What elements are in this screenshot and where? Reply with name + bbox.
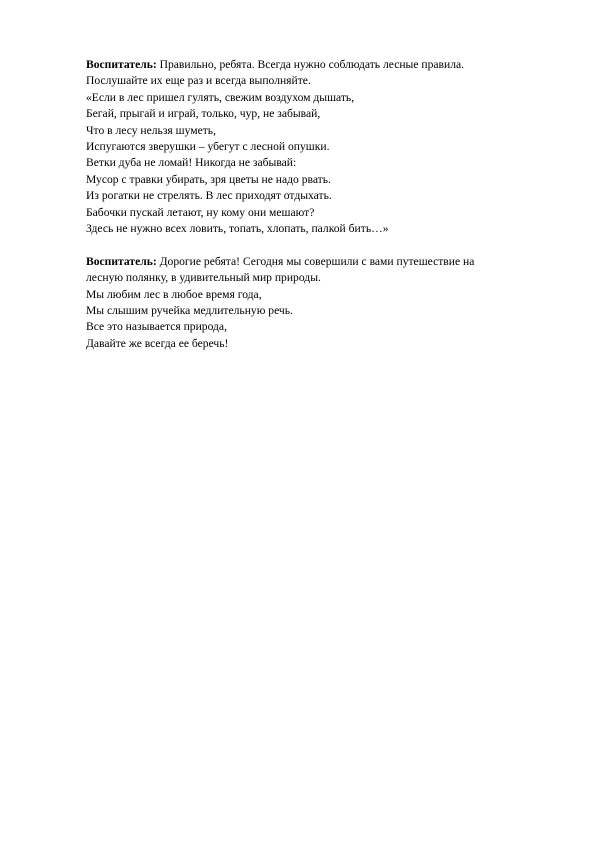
poem-line: Ветки дуба не ломай! Никогда не забывай:	[86, 156, 297, 170]
poem-line: Все это называется природа,	[86, 320, 227, 334]
poem-line: Здесь не нужно всех ловить, топать, хлопать, палкой бить…»	[86, 222, 389, 236]
poem-line: Что в лесу нельзя шуметь,	[86, 123, 216, 137]
poem-line: Мы любим лес в любое время года,	[86, 287, 262, 301]
poem-line: Из рогатки не стрелять. В лес приходят отдыхать.	[86, 189, 332, 203]
poem-line: Бегай, прыгай и играй, только, чур, не забывай,	[86, 107, 321, 121]
text-line: Послушайте их еще раз и всегда выполняйте.	[86, 74, 311, 88]
speech-text: Дорогие ребята! Сегодня мы совершили с вами путешествие на	[156, 254, 475, 268]
poem-line: «Если в лес пришел гулять, свежим воздухом дышать,	[86, 90, 355, 104]
poem-line: Мусор с травки убирать, зря цветы не надо рвать.	[86, 172, 331, 186]
paragraph-first-line	[86, 254, 566, 270]
poem-line: Бабочки пускай летают, ну кому они мешают?	[86, 205, 315, 219]
document-body	[86, 57, 566, 352]
speech-text: Правильно, ребята. Всегда нужно соблюдать лесные правила.	[156, 58, 465, 71]
paragraph-rules	[86, 57, 566, 237]
paragraph-first-line	[86, 57, 566, 73]
speaker-label: Воспитатель:	[86, 254, 157, 268]
speaker-label: Воспитатель:	[86, 58, 157, 71]
poem-line: Давайте же всегда ее беречь!	[86, 336, 229, 350]
text-line: лесную полянку, в удивительный мир природы.	[86, 271, 321, 285]
paragraph-closing	[86, 254, 566, 352]
poem-line: Мы слышим ручейка медлительную речь.	[86, 304, 293, 318]
poem-line: Испугаются зверушки – убегут с лесной опушки.	[86, 140, 330, 154]
